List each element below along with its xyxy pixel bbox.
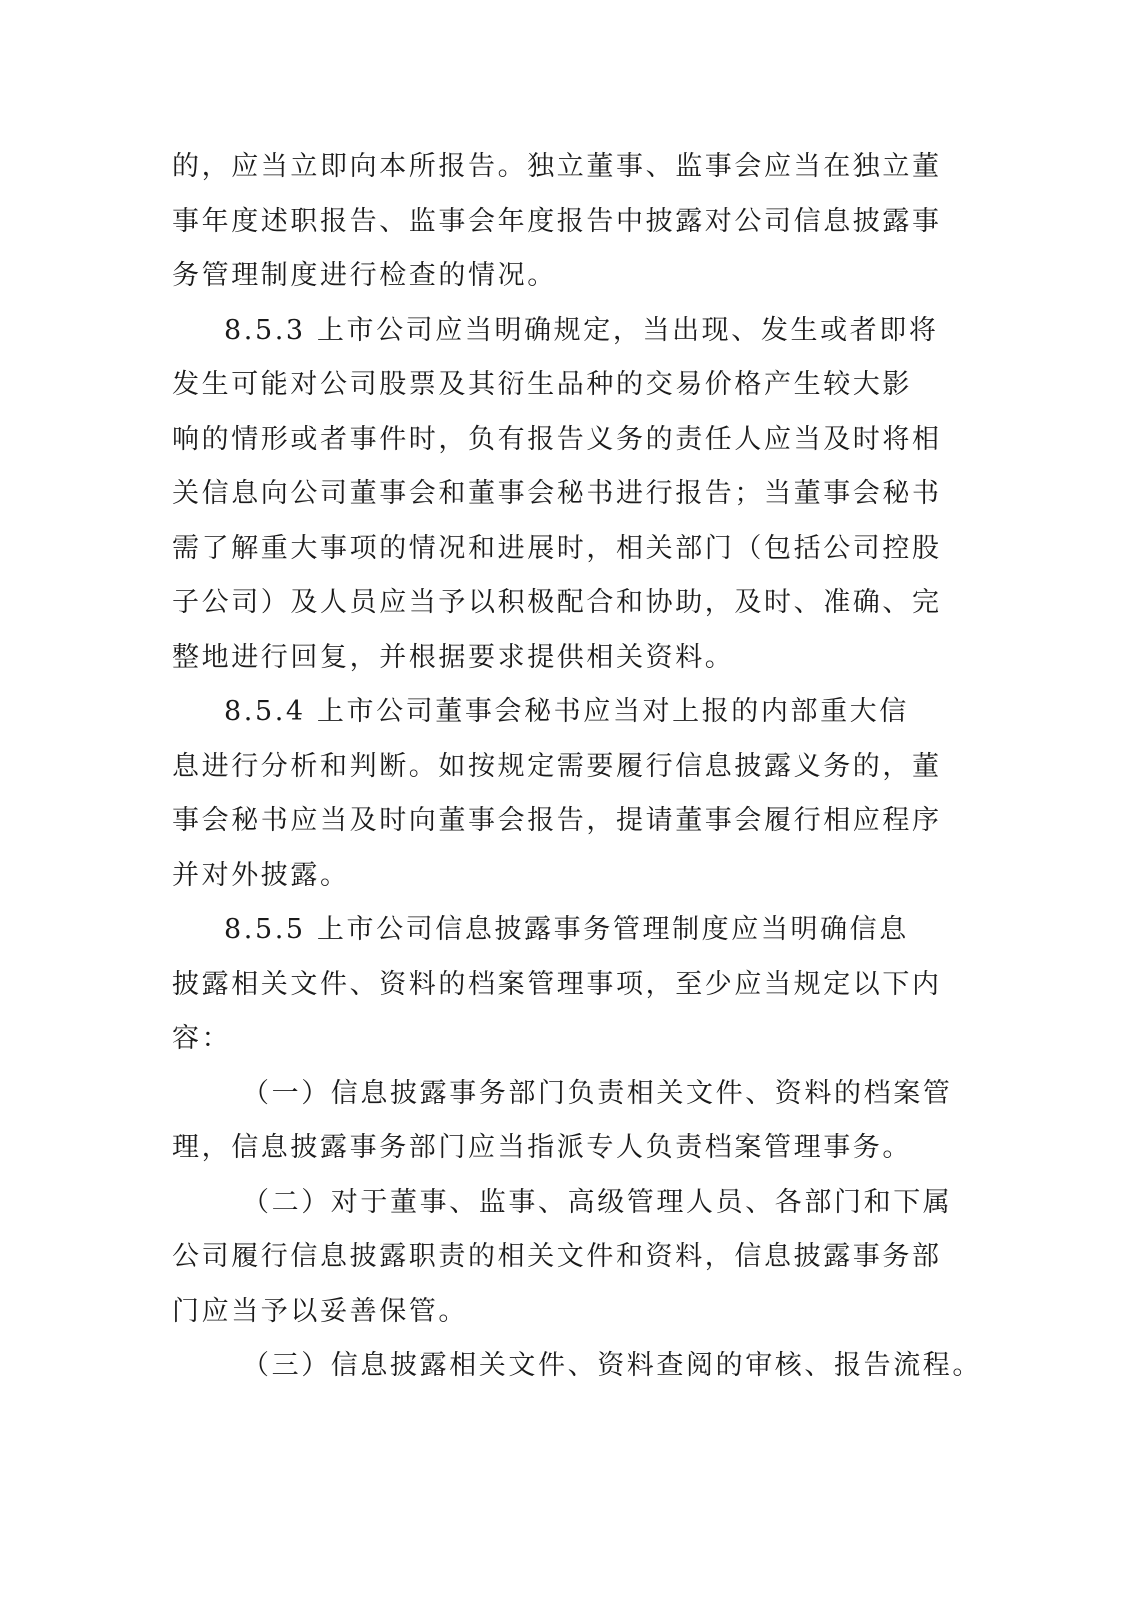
text-line: 关信息向公司董事会和董事会秘书进行报告；当董事会秘书: [172, 478, 942, 509]
text-line: 披露相关文件、资料的档案管理事项，至少应当规定以下内: [172, 968, 942, 1000]
text-line: 8.5.4 上市公司董事会秘书应当对上报的内部重大信: [224, 696, 909, 727]
text-line: 务管理制度进行检查的情况。: [172, 260, 557, 291]
text-line: （二）对于董事、监事、高级管理人员、各部门和下属: [242, 1186, 953, 1218]
text-line: 理，信息披露事务部门应当指派专人负责档案管理事务。: [172, 1132, 912, 1163]
text-line: 公司履行信息披露职责的相关文件和资料，信息披露事务部: [172, 1241, 942, 1272]
text-line: （三）信息披露相关文件、资料查阅的审核、报告流程。: [242, 1350, 982, 1381]
paragraph-item-1: [172, 1067, 962, 1176]
paragraph-item-2: [172, 1176, 962, 1340]
paragraph-item-3: [172, 1339, 982, 1394]
text-line: 的，应当立即向本所报告。独立董事、监事会应当在独立董: [172, 151, 942, 182]
text-line: 子公司）及人员应当予以积极配合和协助，及时、准确、完: [172, 587, 942, 618]
paragraph-article-8-5-4: [172, 685, 962, 903]
text-line: 容：: [172, 1023, 232, 1054]
text-line: （一）信息披露事务部门负责相关文件、资料的档案管: [242, 1077, 953, 1109]
text-line: 发生可能对公司股票及其衍生品种的交易价格产生较大影: [172, 369, 912, 400]
text-line: 整地进行回复，并根据要求提供相关资料。: [172, 641, 735, 673]
text-line: 并对外披露。: [172, 859, 350, 891]
text-line: 事会秘书应当及时向董事会报告，提请董事会履行相应程序: [172, 805, 942, 836]
paragraph-article-8-5-3: [172, 304, 962, 686]
document-page: [172, 140, 982, 1394]
text-line: 响的情形或者事件时，负有报告义务的责任人应当及时将相: [172, 423, 942, 455]
text-line: 8.5.3 上市公司应当明确规定，当出现、发生或者即将: [224, 314, 939, 346]
text-line: 8.5.5 上市公司信息披露事务管理制度应当明确信息: [224, 914, 909, 945]
text-line: 事年度述职报告、监事会年度报告中披露对公司信息披露事: [172, 205, 942, 237]
text-line: 息进行分析和判断。如按规定需要履行信息披露义务的，董: [172, 750, 942, 782]
text-line: 需了解重大事项的情况和进展时，相关部门（包括公司控股: [172, 532, 942, 564]
text-line: 门应当予以妥善保管。: [172, 1295, 468, 1327]
paragraph-article-8-5-5: [172, 903, 962, 1067]
paragraph-continuation: [172, 140, 962, 304]
